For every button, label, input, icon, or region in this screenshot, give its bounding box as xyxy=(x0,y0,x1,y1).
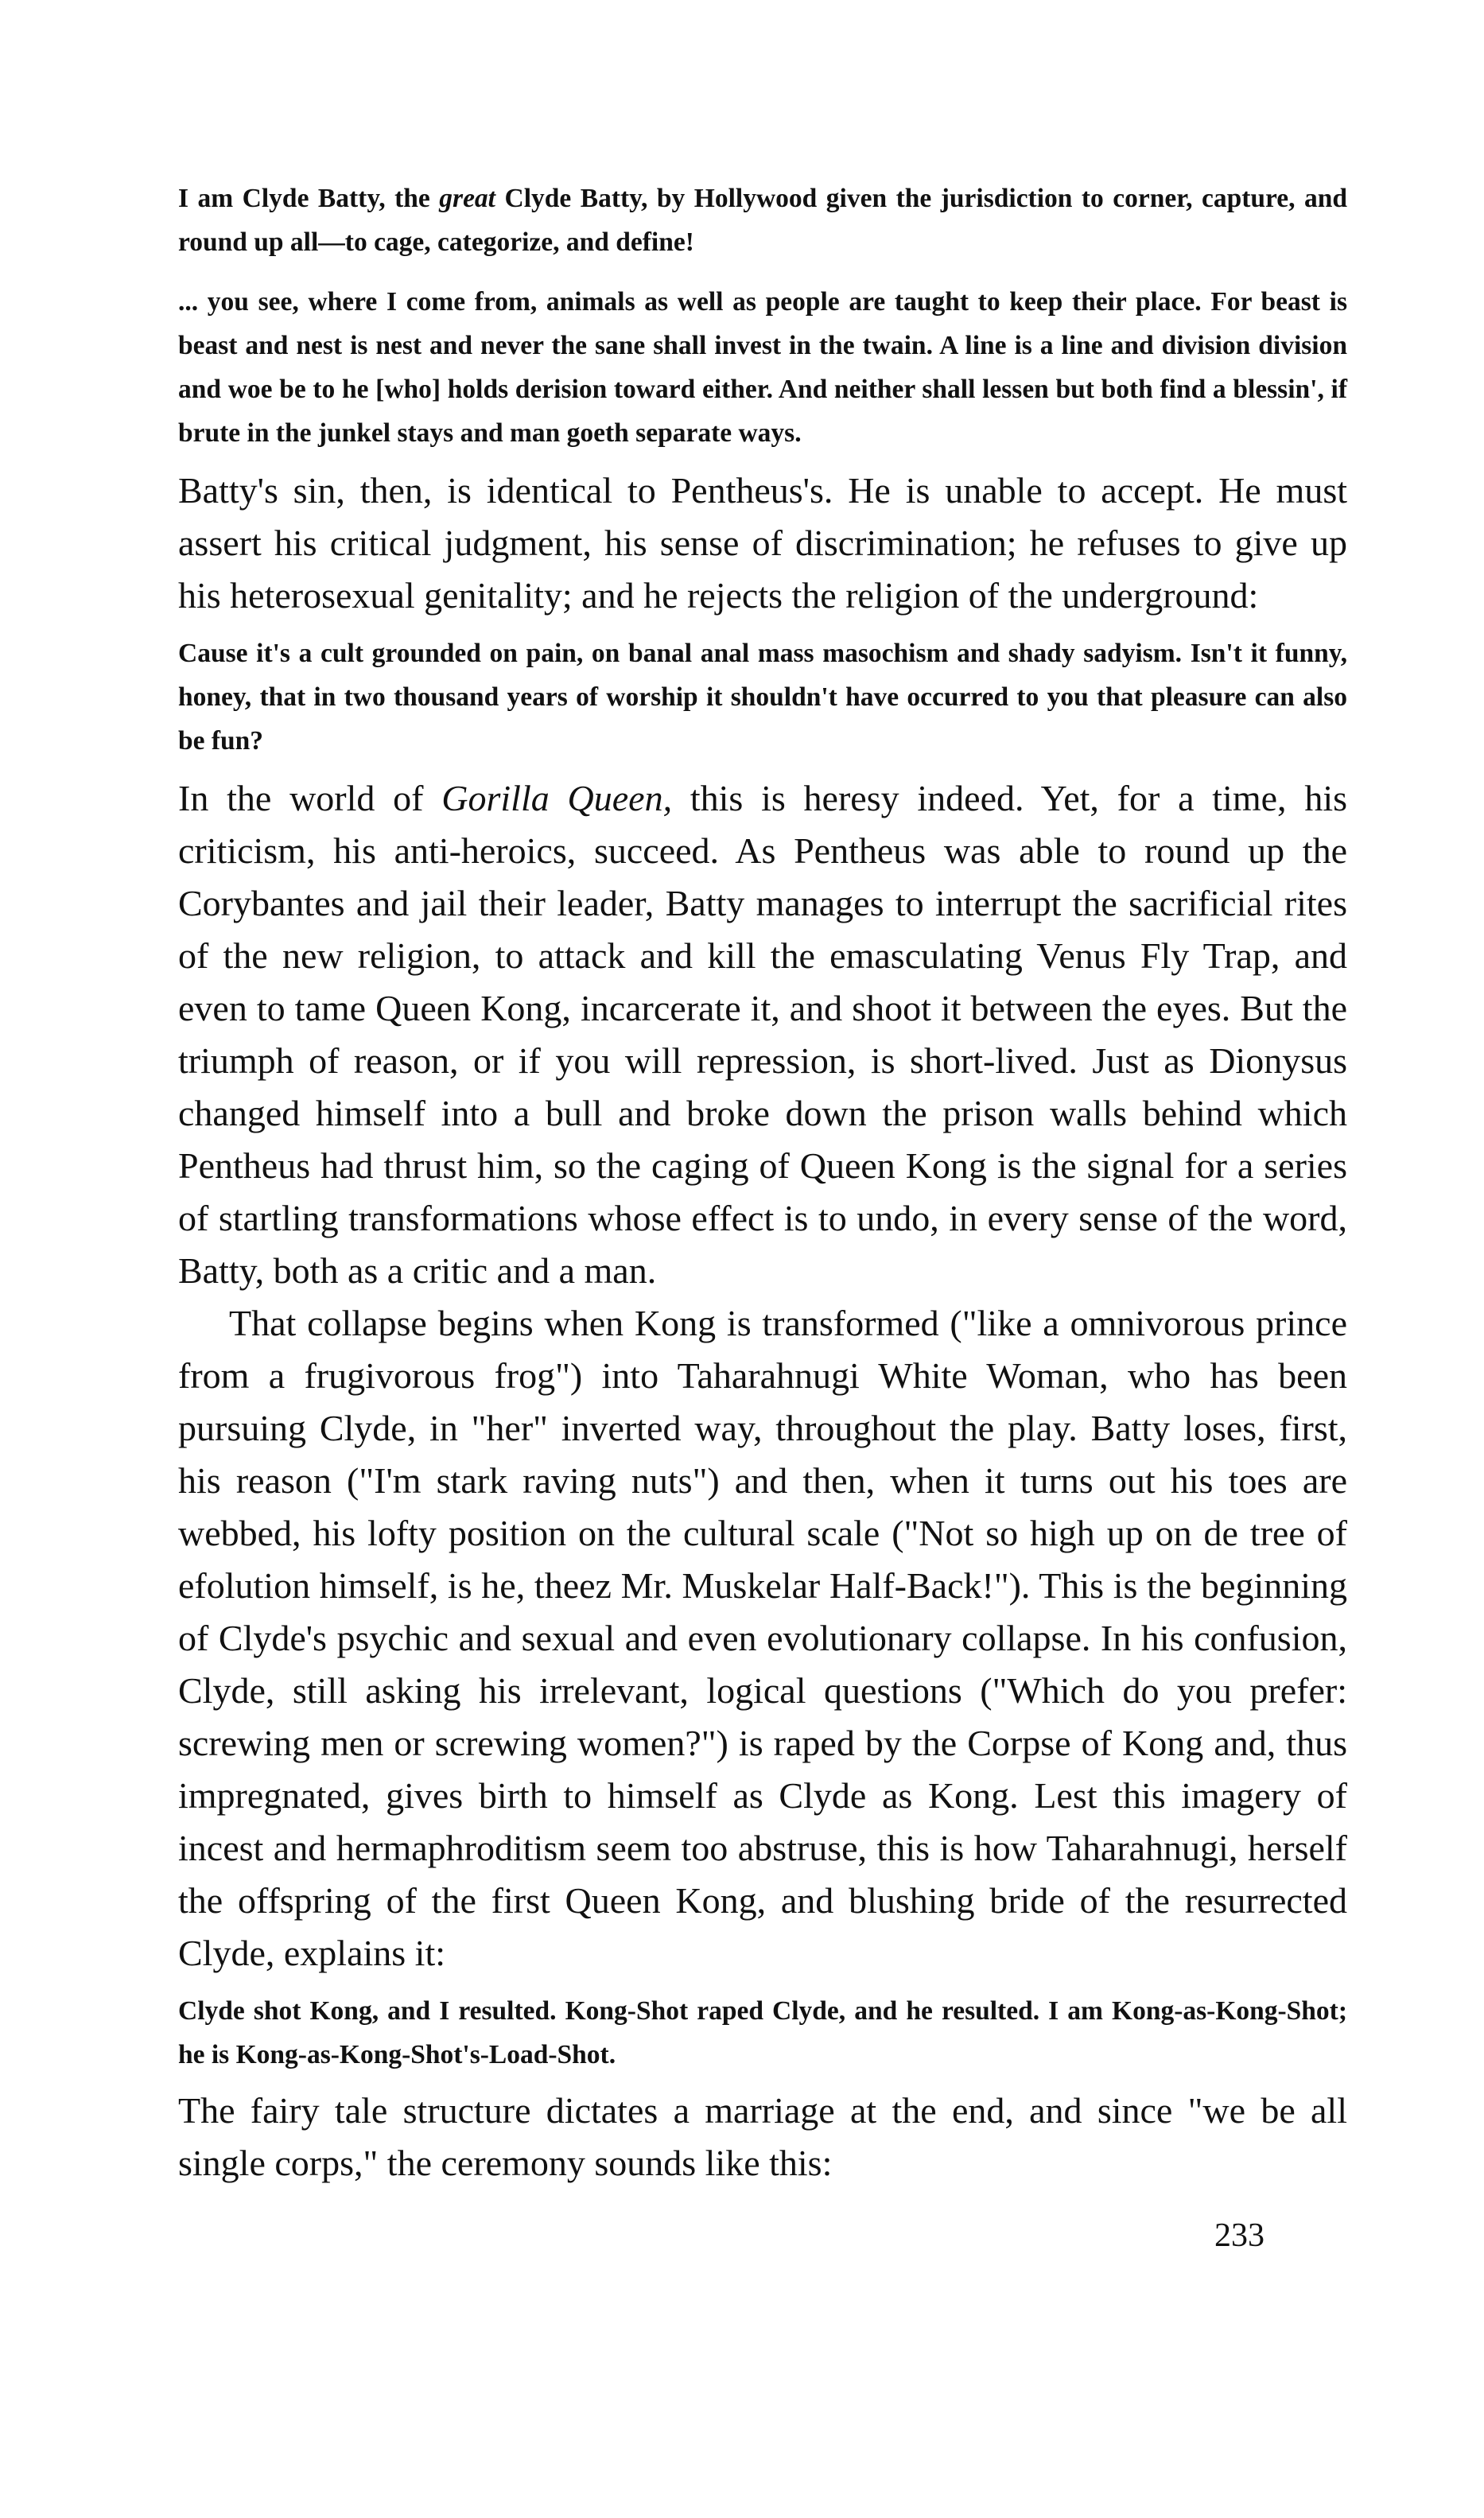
para-2-text-b: this is heresy indeed. Yet, for a time, his criticism, his anti-heroics, succeed. As Pentheus was able to round up the Corybantes and jail their leader, Batty manages to interrupt the sacrificial rites of the new religion, to attack and kill the emasculating Venus Fly Trap, and even to tame Queen Kong, incarcerate it, and shoot it between the eyes. But the triumph of reason, or if you will repression, is short-lived. Just as Dionysus changed himself into a bull and broke down the prison walls behind which Pentheus had thrust him, so the caging of Queen Kong is the signal for a series of startling transformations whose effect is to undo, in every sense of the word, Batty, both as a critic and a man. xyxy=(178,778,1347,1291)
paragraph-collapse: That collapse begins when Kong is transformed ("like a omnivorous prince from a frugivorous frog") into Taharahnugi White Woman, who has been pursuing Clyde, in "her" inverted way, throughout the play. Batty loses, first, his reason ("I'm stark raving nuts") and then, when it turns out his toes are webbed, his lofty position on the cultural scale ("Not so high up on de tree of efolution himself, is he, theez Mr. Muskelar Half-Back!"). This is the beginning of Clyde's psychic and sexual and even evolutionary collapse. In his confusion, Clyde, still asking his irrelevant, logical questions ("Which do you prefer: screwing men or screwing women?") is raped by the Corpse of Kong and, thus impregnated, gives birth to himself as Clyde as Kong. Lest this imagery of incest and hermaphroditism seem too abstruse, this is how Taharahnugi, herself the offspring of the first Queen Kong, and blushing bride of the resurrected Clyde, explains it: xyxy=(178,1303,1347,1973)
block-quote-cult: Cause it's a cult grounded on pain, on banal anal mass masochism and shady sadyism. Isn't it funny, honey, that in two thousand years of worship it shouldn't have occurred to you that pleasure can also be fun? xyxy=(178,639,1347,756)
paragraph-gorilla-queen xyxy=(178,772,1347,1297)
para-2-text-a: In the world of xyxy=(178,778,442,818)
quote-1-text-a: I am Clyde Batty, the xyxy=(178,184,440,213)
block-quote-kong-shot: Clyde shot Kong, and I resulted. Kong-Shot raped Clyde, and he resulted. I am Kong-as-Kong-Shot; he is Kong-as-Kong-Shot's-Load-Shot. xyxy=(178,1996,1347,2069)
quote-1-emphasis: great xyxy=(439,184,495,213)
paragraph-battys-sin: Batty's sin, then, is identical to Pentheus's. He is unable to accept. He must assert his critical judgment, his sense of discrimination; he refuses to give up his heterosexual genitality; and he rejects the religion of the underground: xyxy=(178,470,1347,616)
block-quote-animals: ... you see, where I come from, animals as well as people are taught to keep their place. For beast is beast and nest is nest and never the sane shall invest in the twain. A line is a line and division division and woe be to he [who] holds derision toward either. And neither shall lessen but both find a blessin', if brute in the junkel stays and man goeth separate ways. xyxy=(178,287,1347,448)
quote-1-text-b: Clyde Batty, by Hollywood given the jurisdiction to corner, capture, and round up all—to cage, categorize, and define! xyxy=(178,184,1348,257)
page-number: 233 xyxy=(1214,2217,1265,2254)
page-content xyxy=(178,177,1347,2190)
block-quote-clyde-batty xyxy=(178,177,1347,264)
paragraph-fairy-tale: The fairy tale structure dictates a marriage at the end, and since "we be all single corps," the ceremony sounds like this: xyxy=(178,2090,1347,2183)
gorilla-queen-title: Gorilla Queen, xyxy=(441,778,673,818)
